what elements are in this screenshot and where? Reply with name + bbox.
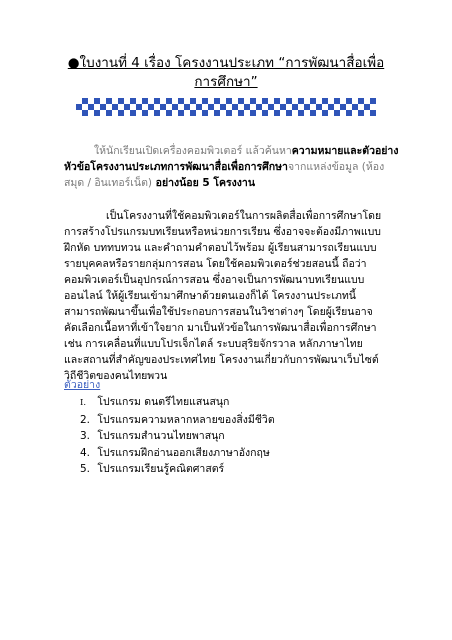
definition-line: คัดเลือกเนื้อหาที่เข้าใจยาก มาเป็นหัวข้อในการพัฒนาสื่อเพื่อการศึกษา	[64, 322, 377, 334]
list-item	[80, 394, 275, 412]
instruction-part-4: อย่างน้อย 5 โครงงาน	[151, 177, 256, 189]
definition-line: เช่น การเคลื่อนที่แบบโปรเจ็กไตล์ ระบบสุริยจักรวาล หลักภาษาไทย	[64, 338, 363, 350]
definition-line: ฝึกหัด บททบทวน และคำถามคำตอบไว้พร้อม ผู้เรียนสามารถเรียนแบบ	[64, 242, 377, 254]
list-item	[80, 461, 275, 478]
list-item-text: โปรแกรม ดนตรีไทยแสนสนุก	[97, 396, 230, 408]
list-item-text: โปรแกรมเรียนรู้คณิตศาสตร์	[97, 463, 225, 475]
instruction-part-3: จากแหล่งข้อมูล (ห้องสมุด / อินเทอร์เน็ต)	[64, 161, 385, 189]
worksheet-title	[40, 54, 412, 92]
list-item	[80, 445, 275, 462]
definition-line: การสร้างโปรแกรมบทเรียนหรือหน่วยการเรียน ซึ่งอาจจะต้องมีภาพแบบ	[64, 226, 381, 238]
list-marker: I.	[80, 398, 87, 408]
examples-list	[80, 394, 275, 478]
list-item-text: โปรแกรมสำนวนไทยพาสนุก	[97, 430, 225, 442]
title-line-2: การศึกษา”	[194, 74, 258, 90]
list-marker: 4.	[80, 446, 91, 459]
definition-line: ออนไลน์ ให้ผู้เรียนเข้ามาศึกษาด้วยตนเองก็ได้ โครงงานประเภทนี้	[64, 290, 356, 302]
definition-line: คอมพิวเตอร์เป็นอุปกรณ์การสอน ซึ่งอาจเป็นการพัฒนาบทเรียนแบบ	[64, 274, 365, 286]
instruction-part-1: ให้นักเรียนเปิดเครื่องคอมพิวเตอร์ แล้วค้นหา	[94, 145, 292, 157]
list-marker: 5.	[80, 463, 91, 475]
list-item-text: โปรแกรมความหลากหลายของสิ่งมีชีวิต	[97, 413, 275, 426]
examples-heading: ตัวอย่าง	[64, 379, 101, 391]
title-line-1: ●ใบงานที่ 4 เรื่อง โครงงานประเภท “การพัฒนาสื่อเพื่อ	[67, 55, 385, 71]
checkered-divider	[76, 98, 376, 116]
list-item	[80, 428, 275, 445]
definition-line: วิถีชีวิตของคนไทยพวน	[64, 370, 168, 382]
definition-line: รายบุคคลหรือรายกลุ่มการสอน โดยใช้คอมพิวเตอร์ช่วยสอนนี้ ถือว่า	[64, 258, 367, 270]
definition-line: และสถานที่สำคัญของประเทศไทย โครงงานเกี่ยวกับการพัฒนาเว็บไซต์	[64, 354, 379, 366]
instruction-part-2: ความหมายและตัวอย่างหัวข้อโครงงานประเภทการพัฒนาสื่อเพื่อการศึกษา	[64, 145, 399, 173]
list-marker: 3.	[80, 430, 91, 442]
definition-line: เป็นโครงงานที่ใช้คอมพิวเตอร์ในการผลิตสื่อเพื่อการศึกษาโดย	[106, 210, 382, 222]
list-item-text: โปรแกรมฝึกอ่านออกเสียงภาษาอังกฤษ	[97, 446, 270, 459]
list-item	[80, 412, 275, 429]
definition-paragraph	[64, 208, 402, 384]
instruction-paragraph	[64, 143, 402, 191]
list-marker: 2.	[80, 413, 91, 426]
definition-line: สามารถพัฒนาขึ้นเพื่อใช้ประกอบการสอนในวิชาต่างๆ โดยผู้เรียนอาจ	[64, 306, 373, 318]
